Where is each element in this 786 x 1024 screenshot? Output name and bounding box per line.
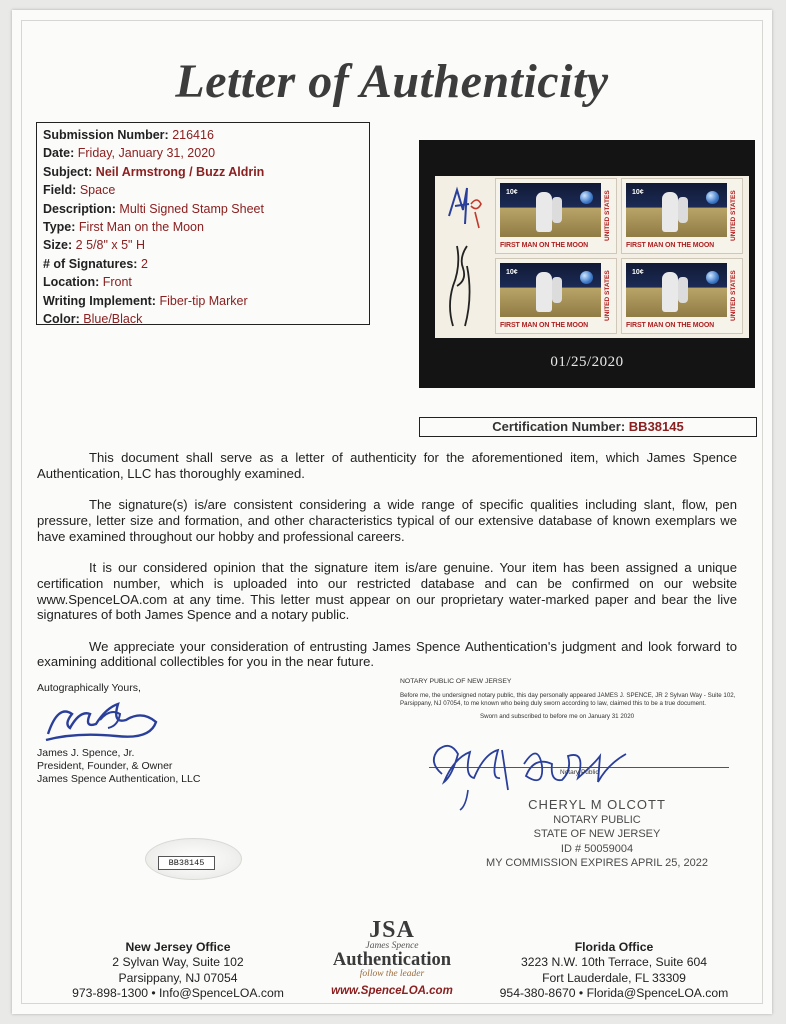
notary-stamp-id: ID # 50059004 <box>560 842 634 855</box>
stamp-artwork: 10¢ <box>626 183 727 237</box>
notary-stamp-expiry: MY COMMISSION EXPIRES APRIL 25, 2022 <box>486 857 708 869</box>
paragraph: This document shall serve as a letter of authenticity for the aforementioned item, which James Spence Authentication, LLC has thoroughly examined. <box>37 450 737 481</box>
fl-contact: 954-380-8670 • Florida@SpenceLOA.com <box>499 985 729 1000</box>
notary-text: Before me, the undersigned notary public, this day personally appeared JAMES J. SPENCE, JR 2 Sylvan Way - Suite 102, Parsippany, NJ 07054, to me known who being duly sworn according to law, claimed this to be a true document. <box>400 692 736 707</box>
notary-stamp-name: CHERYL M OLCOTT <box>528 797 666 812</box>
logo-jsa: JSA <box>369 917 415 943</box>
nj-contact: 973-898-1300 • Info@SpenceLOA.com <box>72 985 284 1000</box>
stamp-caption: FIRST MAN ON THE MOON <box>626 322 715 329</box>
nj-office <box>58 940 298 1001</box>
color-value: Blue/Black <box>83 312 143 327</box>
signatures-row <box>43 255 363 273</box>
nj-address-line: Parsippany, NJ 07054 <box>118 970 238 985</box>
website-link[interactable]: www.SpenceLOA.com <box>331 985 453 997</box>
subject-value: Neil Armstrong / Buzz Aldrin <box>95 164 265 179</box>
stamp-artwork: 10¢ <box>500 183 601 237</box>
type-label: Type: <box>43 220 76 235</box>
notary-stamp-title: NOTARY PUBLIC <box>553 813 641 826</box>
fl-address-line: 3223 N.W. 10th Terrace, Suite 604 <box>520 955 708 970</box>
paragraph: It is our considered opinion that the signature item is/are genuine. Your item has been assigned a unique certification number, which is uploaded into our restricted database and can be confirmed on our website www.SpenceLOA.com at any time. This letter must appear on our proprietary water-marked paper and bear the live signatures of both James Spence and a notary public. <box>37 559 737 623</box>
field-label: Field: <box>43 183 77 198</box>
date-label: Date: <box>43 146 75 161</box>
stamp-sheet <box>435 176 749 338</box>
implement-row <box>43 292 363 310</box>
description-row <box>43 200 363 218</box>
location-value: Front <box>102 275 132 290</box>
stamp-caption: FIRST MAN ON THE MOON <box>500 322 589 329</box>
implement-value: Fiber-tip Marker <box>159 293 248 308</box>
spence-signature <box>40 690 180 748</box>
item-info-box <box>36 122 370 325</box>
stamp <box>495 258 617 334</box>
stamp-caption: FIRST MAN ON THE MOON <box>500 242 589 249</box>
stamp-country: UNITED STATES <box>604 270 611 322</box>
description-label: Description: <box>43 201 116 216</box>
type-value: First Man on the Moon <box>78 220 204 235</box>
notary-stamp <box>482 798 712 871</box>
stamp-artwork: 10¢ <box>500 263 601 317</box>
signer-name: James J. Spence, Jr. <box>37 747 135 759</box>
size-row <box>43 236 363 254</box>
fl-address-line: Fort Lauderdale, FL 33309 <box>542 970 686 985</box>
description-value: Multi Signed Stamp Sheet <box>119 201 264 216</box>
stamp-country: UNITED STATES <box>730 190 737 242</box>
color-row <box>43 310 363 328</box>
certification-label: Certification Number: <box>492 419 626 434</box>
nj-address-line: 2 Sylvan Way, Suite 102 <box>112 955 244 970</box>
notary-stamp-state: STATE OF NEW JERSEY <box>533 828 661 840</box>
fl-office-title: Florida Office <box>574 940 654 954</box>
fl-office <box>494 940 734 1001</box>
type-row <box>43 218 363 236</box>
size-label: Size: <box>43 238 73 253</box>
nj-office-title: New Jersey Office <box>125 940 231 954</box>
subject-row <box>43 163 363 181</box>
letter-page <box>12 10 772 1014</box>
jsa-logo <box>304 918 480 1010</box>
submission-label: Submission Number: <box>43 128 169 142</box>
signer-role: President, Founder, & Owner <box>37 760 173 772</box>
submission-value: 216416 <box>172 128 214 142</box>
paragraph: We appreciate your consideration of entrusting James Spence Authentication's judgment and look forward to examining additional collectibles for you in the near future. <box>37 638 737 670</box>
implement-label: Writing Implement: <box>43 293 156 308</box>
stamp <box>621 258 743 334</box>
location-label: Location: <box>43 275 100 290</box>
signatures-value: 2 <box>140 256 148 271</box>
logo-james-spence: James Spence <box>365 941 419 951</box>
autographs-on-margin <box>435 176 495 338</box>
signer-company: James Spence Authentication, LLC <box>37 773 201 785</box>
logo-tagline: follow the leader <box>359 969 425 979</box>
footer <box>12 917 772 1010</box>
date-row <box>43 144 363 162</box>
notary-line-label: Notary Public <box>560 769 599 776</box>
logo-authentication: Authentication <box>332 950 452 970</box>
document-title: Letter of Authenticity <box>175 55 609 108</box>
field-value: Space <box>79 183 116 198</box>
letter-body <box>37 450 737 686</box>
color-label: Color: <box>43 312 80 327</box>
notary-block <box>400 678 750 721</box>
stamp-country: UNITED STATES <box>730 270 737 322</box>
field-row <box>43 181 363 199</box>
stamp <box>495 178 617 254</box>
stamp-country: UNITED STATES <box>604 190 611 242</box>
certification-number: BB38145 <box>628 419 684 434</box>
submission-row <box>43 126 363 144</box>
signatures-label: # of Signatures: <box>43 256 138 271</box>
location-row <box>43 273 363 291</box>
stamp-caption: FIRST MAN ON THE MOON <box>626 242 715 249</box>
notary-heading: NOTARY PUBLIC OF NEW JERSEY <box>400 678 512 685</box>
item-photo <box>419 140 755 388</box>
hologram-code: BB38145 <box>158 856 215 870</box>
stamp <box>621 178 743 254</box>
notary-sworn: Sworn and subscribed to before me on January 31 2020 <box>480 713 635 721</box>
subject-label: Subject: <box>43 164 93 179</box>
signer-block <box>37 747 287 786</box>
closing: Autographically Yours, <box>37 682 141 694</box>
paragraph: The signature(s) is/are consistent considering a wide range of specific qualities including slant, flow, pen pressure, letter size and formation, and other characteristics typical of our extensive database of known exemplars we have examined throughout our hobby and professional careers. <box>37 497 737 544</box>
date-value: Friday, January 31, 2020 <box>77 146 216 161</box>
size-value: 2 5/8" x 5" H <box>75 238 145 253</box>
photo-date: 01/25/2020 <box>550 354 624 370</box>
certification-box <box>419 417 757 437</box>
stamp-block <box>495 176 749 338</box>
stamp-artwork: 10¢ <box>626 263 727 317</box>
